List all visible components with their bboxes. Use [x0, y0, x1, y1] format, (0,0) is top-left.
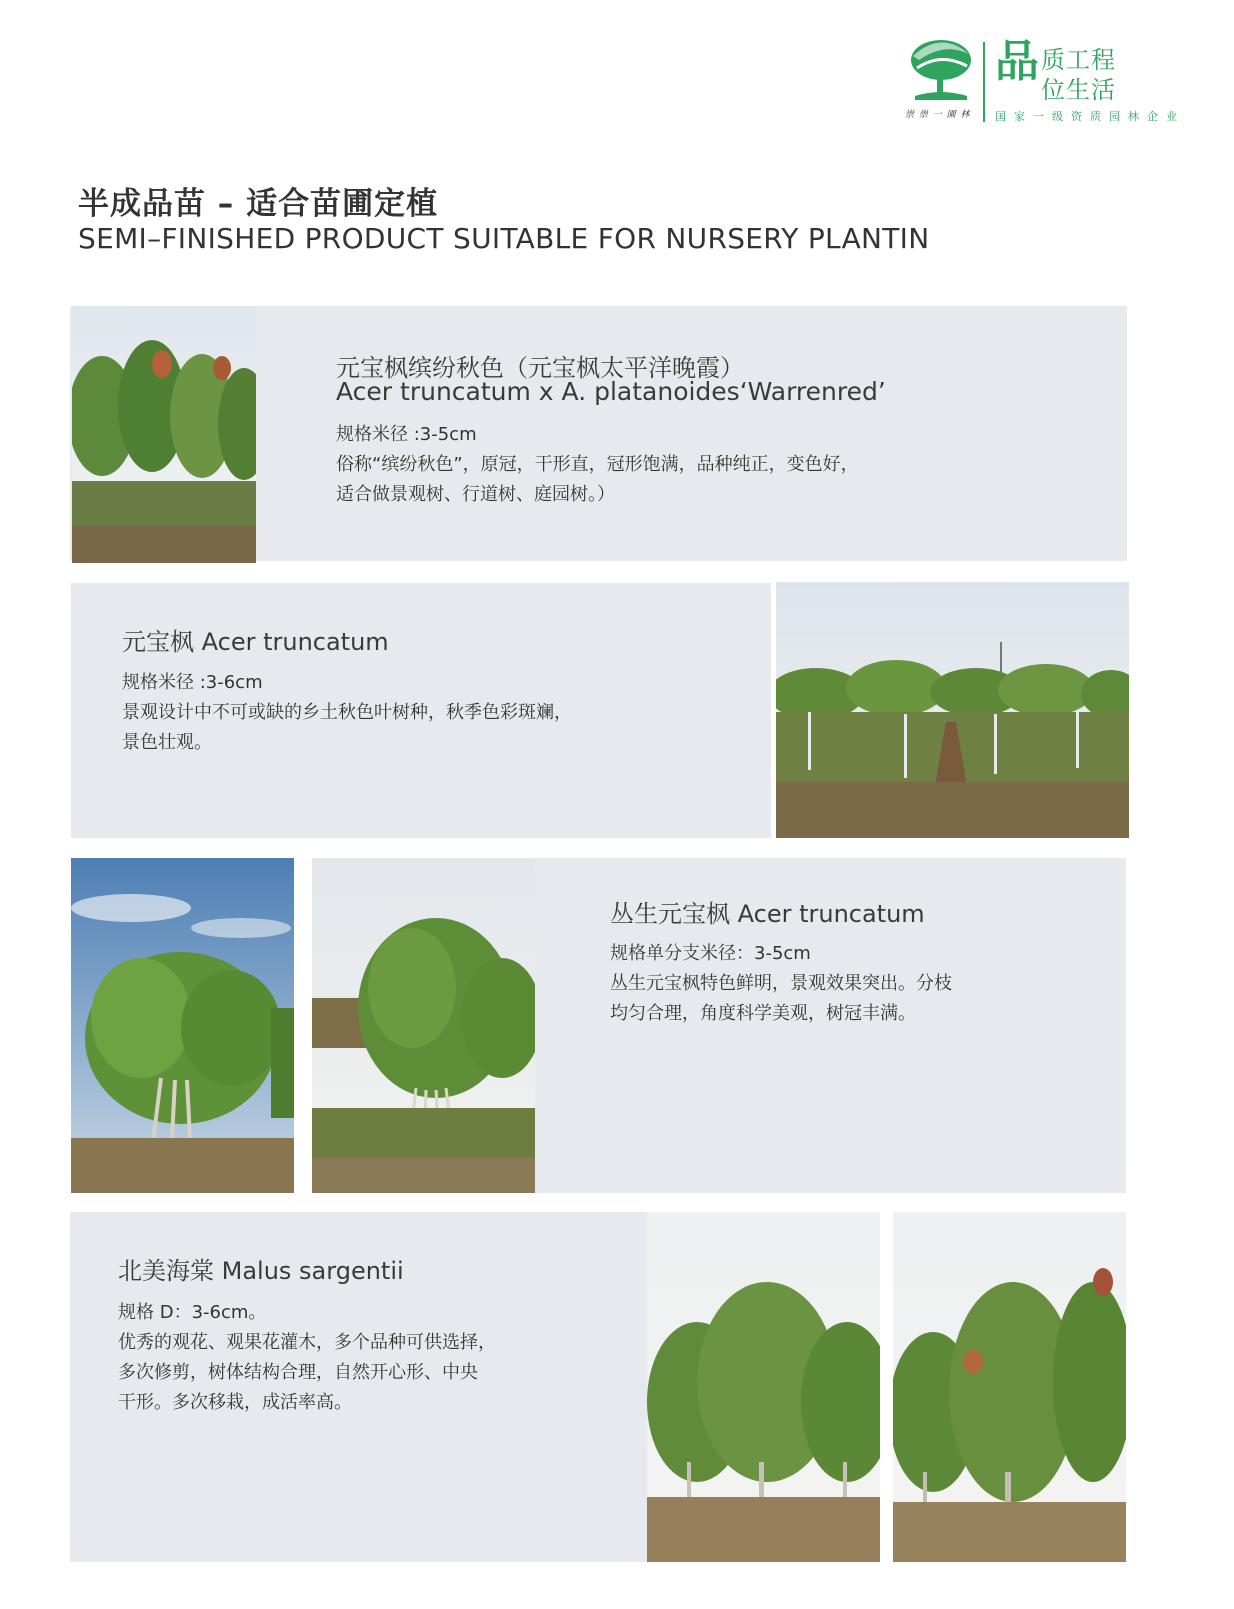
company-tagline: 国家一级资质园林企业	[995, 110, 1185, 123]
product-2-desc-line-2: 景色壮观。	[122, 732, 212, 753]
product-1-desc-line-1: 俗称“缤纷秋色”，原冠，干形直，冠形饱满，品种纯正，变色好，	[336, 454, 859, 475]
product-2-name: 元宝枫 Acer truncatum	[122, 628, 389, 656]
product-4-name: 北美海棠 Malus sargentii	[118, 1257, 404, 1285]
product-1-spec: 规格米径 :3-5cm	[336, 424, 477, 445]
product-4-desc-line-3: 干形。多次移栽，成活率高。	[118, 1392, 352, 1413]
slogan-line-2: 位生活	[1041, 76, 1116, 104]
product-3-name: 丛生元宝枫 Acer truncatum	[610, 900, 925, 928]
tree-logo-icon	[905, 34, 975, 106]
page-title-cn: 半成品苗 – 适合苗圃定植	[78, 186, 439, 222]
product-3-photo-a	[71, 858, 294, 1193]
product-4-desc-line-1: 优秀的观花、观果花灌木，多个品种可供选择，	[118, 1332, 496, 1353]
product-3-spec: 规格单分支米径：3-5cm	[610, 943, 811, 964]
product-3-photo-b	[312, 858, 535, 1193]
logo-divider	[983, 42, 985, 122]
product-1-photo	[72, 306, 256, 563]
product-3-desc-line-2: 均匀合理，角度科学美观，树冠丰满。	[610, 1003, 916, 1024]
product-4-desc-line-2: 多次修剪，树体结构合理，自然开心形、中央	[118, 1362, 478, 1383]
product-2-photo	[776, 582, 1129, 838]
company-logo	[905, 34, 1205, 124]
product-4-spec: 规格 D：3-6cm。	[118, 1302, 267, 1323]
logo-signature: 崇 崇 一 園 林	[905, 110, 971, 120]
product-2-desc-line-1: 景观设计中不可或缺的乡土秋色叶树种，秋季色彩斑斓，	[122, 702, 572, 723]
logo-pin-char: 品	[995, 36, 1039, 87]
product-2-spec: 规格米径 :3-6cm	[122, 672, 263, 693]
product-1-name-latin: Acer truncatum x A. platanoides‘Warrenred’	[336, 377, 886, 406]
product-1-desc-line-2: 适合做景观树、行道树、庭园树。）	[336, 484, 615, 505]
product-4-photo-a	[647, 1212, 880, 1562]
page-title-en: SEMI–FINISHED PRODUCT SUITABLE FOR NURSERY PLANTIN	[78, 222, 930, 255]
product-3-desc-line-1: 丛生元宝枫特色鲜明，景观效果突出。分枝	[610, 973, 952, 994]
product-1-name-cn: 元宝枫缤纷秋色（元宝枫太平洋晚霞）	[336, 354, 744, 382]
slogan-line-1: 质工程	[1041, 46, 1116, 74]
product-4-photo-b	[893, 1212, 1126, 1562]
